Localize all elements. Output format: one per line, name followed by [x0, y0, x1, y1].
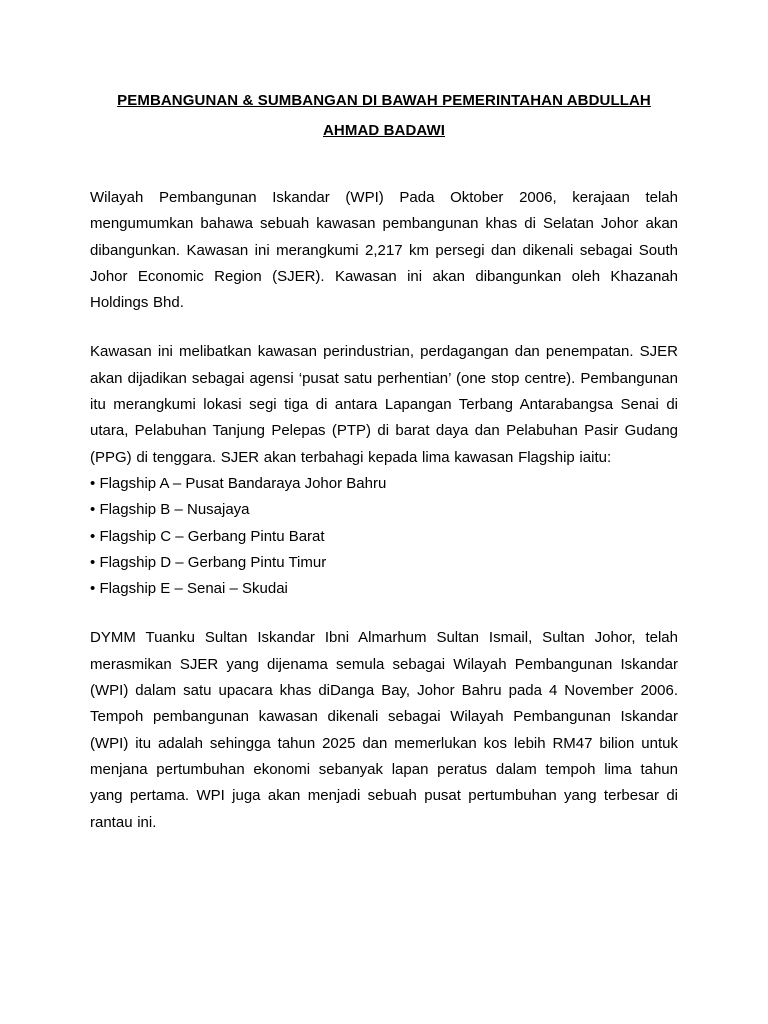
flagship-label: Flagship A – Pusat Bandaraya Johor Bahru: [99, 474, 387, 492]
list-item: [90, 550, 678, 576]
paragraph-sjer-areas: Kawasan ini melibatkan kawasan perindustrian, perdagangan dan penempatan. SJER akan dijadikan sebagai agensi ‘pusat satu perhentian’ (one stop centre). Pembangunan itu merangkumi lokasi segi tiga di antara Lapangan Terbang Antarabangsa Senai di utara, Pelabuhan Tanjung Pelepas (PTP) di barat daya dan Pelabuhan Pasir Gudang (PPG) di tenggara. SJER akan terbahagi kepada lima kawasan Flagship iaitu:: [90, 343, 678, 466]
flagship-label: Flagship C – Gerbang Pintu Barat: [99, 527, 325, 545]
list-item: [90, 471, 678, 497]
bullet-icon: •: [90, 580, 96, 598]
bullet-icon: •: [90, 553, 96, 571]
document-title: [90, 86, 678, 146]
paragraph-wpi-launch: DYMM Tuanku Sultan Iskandar Ibni Almarhum Sultan Ismail, Sultan Johor, telah merasmikan SJER yang dijenama semula sebagai Wilayah Pembangunan Iskandar (WPI) dalam satu upacara khas diDanga Bay, Johor Bahru pada 4 November 2006. Tempoh pembangunan kawasan dikenali sebagai Wilayah Pembangunan Iskandar (WPI) itu adalah sehingga tahun 2025 dan memerlukan kos lebih RM47 bilion untuk menjana pertumbuhan ekonomi sebanyak lapan peratus dalam tempoh lima tahun yang pertama. WPI juga akan menjadi sebuah pusat pertumbuhan yang terbesar di rantau ini.: [90, 629, 678, 831]
bullet-icon: •: [90, 474, 96, 492]
paragraph-wpi-intro: Wilayah Pembangunan Iskandar (WPI) Pada Oktober 2006, kerajaan telah mengumumkan bahawa sebuah kawasan pembangunan khas di Selatan Johor akan dibangunkan. Kawasan ini merangkumi 2,217 km persegi dan dikenali sebagai South Johor Economic Region (SJER). Kawasan ini akan dibangunkan oleh Khazanah Holdings Bhd.: [90, 189, 678, 312]
flagship-label: Flagship D – Gerbang Pintu Timur: [99, 553, 327, 571]
list-item: [90, 576, 678, 602]
title-line-2: AHMAD BADAWI: [322, 122, 446, 139]
list-item: [90, 497, 678, 523]
flagship-label: Flagship B – Nusajaya: [99, 501, 250, 519]
bullet-icon: •: [90, 501, 96, 519]
title-line-1: PEMBANGUNAN & SUMBANGAN DI BAWAH PEMERINTAHAN ABDULLAH: [117, 92, 651, 109]
bullet-icon: •: [90, 527, 96, 545]
flagship-label: Flagship E – Senai – Skudai: [99, 580, 288, 598]
flagship-list: [90, 471, 678, 602]
list-item: [90, 524, 678, 550]
